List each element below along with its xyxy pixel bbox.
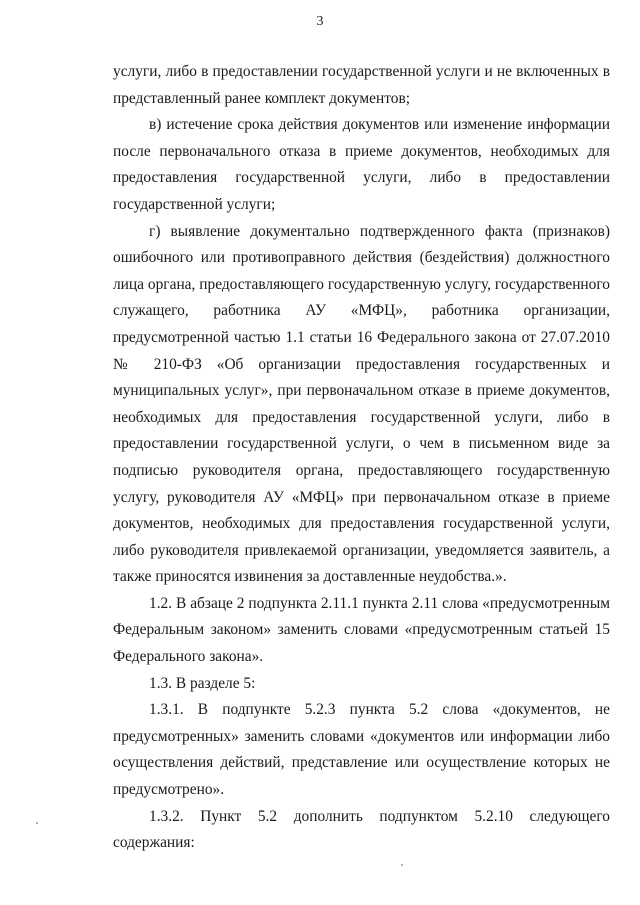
paragraph-1-3: 1.3. В разделе 5: bbox=[149, 674, 256, 692]
paragraph-1-3-1: 1.3.1. В подпункте 5.2.3 пункта 5.2 слова «документов, не предусмотренных» заменить словами «документов или информации либо осуществления действий, представление или осуществление которых не предусмотрено». bbox=[113, 701, 610, 799]
paragraph-item-v: в) истечение срока действия документов или изменение информации после первоначального отказа в приеме документов, необходимых для предоставления государственной услуги, либо в предоставлении государственной услуги; bbox=[113, 116, 610, 213]
scan-speck bbox=[36, 822, 38, 824]
document-body bbox=[113, 59, 610, 857]
page-number: 3 bbox=[316, 14, 324, 29]
paragraph-item-g: г) выявление документально подтвержденного факта (признаков) ошибочного или противоправного действия (бездействия) должностного лица органа, предоставляющего государственную услугу, государственного служащего, работника АУ «МФЦ», работника организации, предусмотренной частью 1.1 статьи 16 Федерального закона от 27.07.2010 № 210-ФЗ «Об организации предоставления государственных и муниципальных услуг», при первоначальном отказе в приеме документов, необходимых для предоставления государственной услуги, либо в предоставлении государственной услуги, о чем в письменном виде за подписью руководителя органа, предоставляющего государственную услугу, руководителя АУ «МФЦ» при первоначальном отказе в приеме документов, необходимых для предоставления государственной услуги, либо руководителя привлекаемой организации, уведомляется заявитель, а также приносятся извинения за доставленные неудобства.». bbox=[113, 222, 610, 586]
paragraph-1-2: 1.2. В абзаце 2 подпункта 2.11.1 пункта 2.11 слова «предусмотренным Федеральным законом» заменить словами «предусмотренным статьей 15 Федерального закона». bbox=[113, 594, 610, 666]
paragraph-continuation: услуги, либо в предоставлении государственной услуги и не включенных в представленный ранее комплект документов; bbox=[113, 63, 610, 107]
scan-speck bbox=[401, 864, 403, 866]
paragraph-1-3-2: 1.3.2. Пункт 5.2 дополнить подпунктом 5.2.10 следующего содержания: bbox=[113, 807, 610, 852]
